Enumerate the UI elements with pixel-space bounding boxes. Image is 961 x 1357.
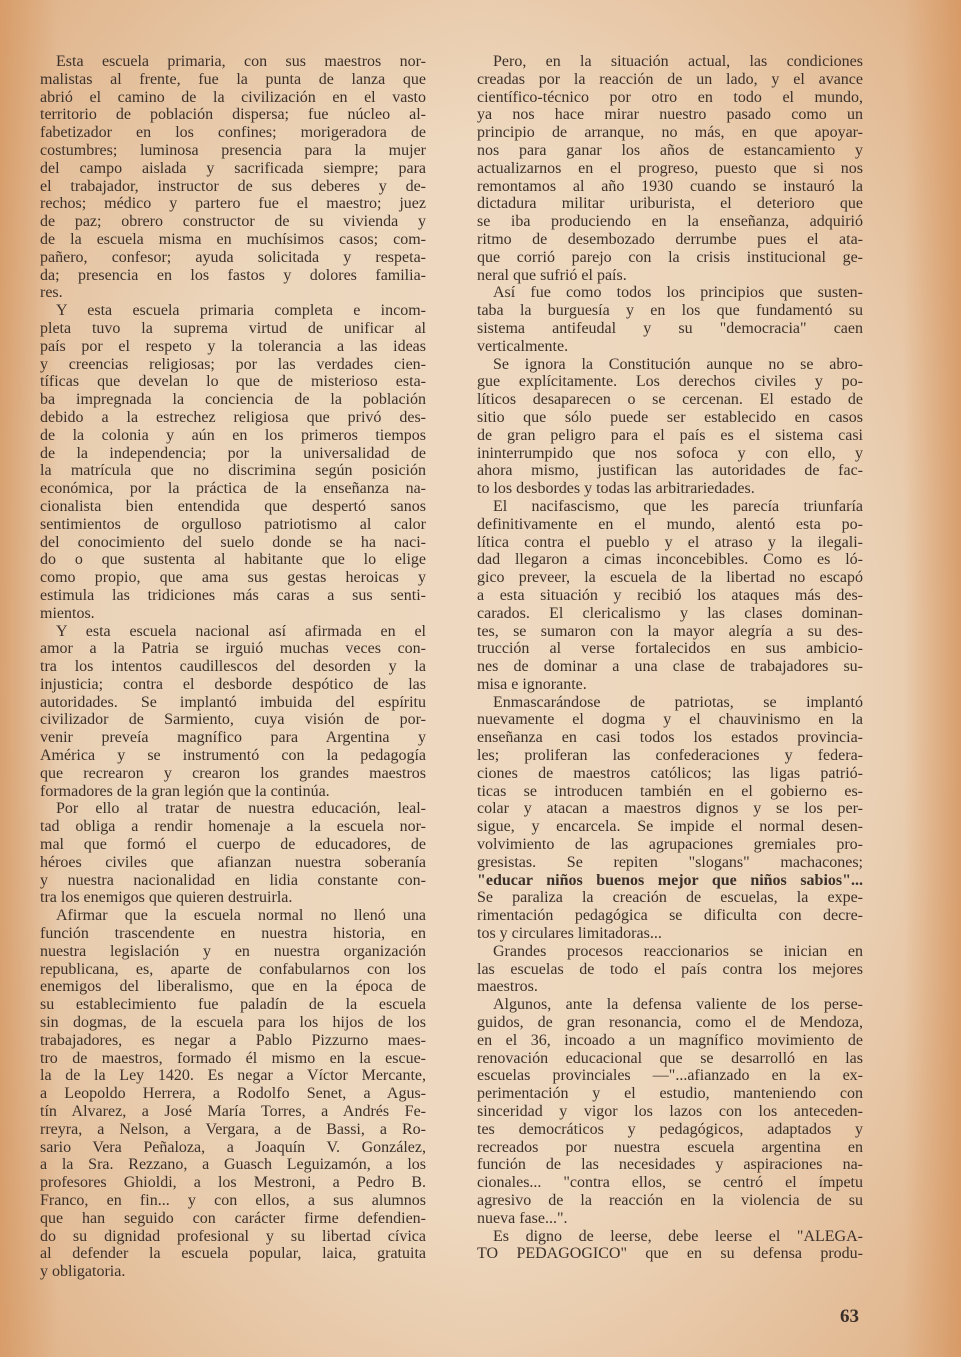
text-line: Se ignora la Constitución aunque no se abro- [493,355,863,373]
text-line: "educar niños buenos mejor que niños sabios"... [477,871,863,889]
text-line: líticos desaparecen o se cercenan. El estado de [477,391,863,409]
text-line: mientos. [40,604,95,622]
text-line: neral que sufrió el país. [477,266,627,284]
text-line: rechos; médico y partero fue el maestro; juez [40,195,426,213]
text-line: Pero, en la situación actual, las condiciones [493,53,863,70]
text-line: abrió el camino de la civilización en el vasto [40,88,426,106]
paragraph [477,53,863,284]
text-line: sin dogmas, de la escuela para los hijos de los [40,1014,426,1032]
text-line: héroes civiles que afianzan nuestra soberanía [40,853,426,871]
text-line: ticas se introducen también en el gobierno es- [477,782,863,800]
text-line: al defender la escuela popular, laica, gratuita [40,1245,426,1263]
text-line: cionales... "contra ellos, se centró el ímpetu [477,1174,863,1192]
text-line: la matrícula que no discrimina según posición [40,462,426,480]
text-line: malistas al frente, fue la punta de lanza que [40,70,426,88]
page-number: 63 [840,1306,859,1327]
text-line: Es digno de leerse, debe leerse el "ALEGA- [493,1227,863,1245]
text-line: rimentación pedagógica se dificulta con decre- [477,907,863,925]
text-line: da; presencia en los fastos y dolores familia- [40,266,426,284]
text-line: como propio, que ama sus gestas heroicas y [40,569,426,587]
text-line: nueva fase...". [477,1209,568,1227]
text-line: del conocimiento del suelo donde se ha naci- [40,533,426,551]
text-line: volvimiento de las agrupaciones gremiales pro- [477,836,863,854]
text-line: carados. El clericalismo y las clases dominan- [477,604,863,622]
text-line: y obligatoria. [40,1263,126,1281]
text-line: de paz; obrero constructor de su vivienda y [40,213,426,231]
text-line: tro de maestros, formado él mismo en la escue- [40,1049,426,1067]
text-line: ba impregnada la conciencia de la población [40,391,426,409]
paragraph [40,623,426,801]
text-line: ahora mismo, justifican las autoridades de fac- [477,462,863,480]
text-line: América y se instrumentó con la pedagogía [40,747,426,765]
text-line: do su dignidad profesional y su libertad cívica [40,1227,426,1245]
text-line: ciones de maestros católicos; las ligas patrió- [477,764,863,782]
text-line: ya nos hace mirar nuestro pasado como un [477,106,863,124]
text-line: rreyra, a Nelson, a Vergara, a de Bassi, a Ro- [40,1120,426,1138]
text-line: nes de dominar a una clase de trabajadores su- [477,658,863,676]
text-line: ininterrumpido que nos sofoca y con ello, y [477,444,863,462]
text-line: las escuelas de todo el país contra los mejores [477,960,863,978]
paragraph [477,694,863,943]
text-line: remontamos al año 1930 cuando se instauró la [477,177,863,195]
text-line: Franco, en fin... y con ellos, a sus alumnos [40,1192,426,1209]
text-line: del campo aislada y sacrificada siempre; para [40,159,426,177]
text-line: su establecimiento fue paladín de la escuela [40,996,426,1014]
text-line: autoridades. Se implantó imbuida del espíritu [40,693,426,711]
text-line: agresivo de la reacción en la violencia de su [477,1192,863,1209]
text-line: to los desbordes y todas las arbitrariedades. [477,480,755,498]
text-line: colar y atacan a maestros dignos y se los per- [477,800,863,818]
text-line: en el 36, incoado a un magnífico movimiento de [477,1031,863,1049]
text-line: estimula las tridiciones más caras a sus senti- [40,586,426,604]
text-line: Así fue como todos los principios que susten- [493,284,863,302]
text-line: la de la Ley 1420. Es negar a Víctor Mercante, [40,1067,426,1085]
text-line: El nacifascismo, que les parecía triunfaría [493,497,863,515]
text-line: pañero, confesor; ayuda solicitada y respeta- [40,248,426,266]
text-line: gue explícitamente. Los derechos civiles y po- [477,373,863,391]
text-line: tín Alvarez, a José María Torres, a Andrés Fe- [40,1103,426,1121]
text-line: verticalmente. [477,337,569,355]
text-line: civilizador de Sarmiento, cuya visión de por- [40,711,426,729]
text-line: nuevamente el dogma y el chauvinismo en la [477,711,863,729]
text-line: que corrió parejo con la crisis institucional ge- [477,248,863,266]
text-line: Esta escuela primaria, con sus maestros nor- [56,53,426,70]
text-line: Y esta escuela primaria completa e incom- [56,302,426,320]
text-line: sinceridad y vigor los lazos con los anteceden- [477,1103,863,1121]
text-line: sentimientos de orgulloso patriotismo al calor [40,515,426,533]
text-line: el trabajador, instructor de sus deberes y de- [40,177,426,195]
text-line: nuestra legislación y en nuestra organización [40,942,426,960]
paragraph [477,356,863,498]
text-line: injusticia; contra el desborde despótico de las [40,675,426,693]
text-line: tes democráticos y pedagógicos, adaptados y [477,1120,863,1138]
text-line: dictadura militar uriburista, el deterioro que [477,195,863,213]
text-line: Grandes procesos reaccionarios se inician en [493,942,863,960]
text-line: maestros. [477,978,538,996]
text-line: res. [40,284,63,302]
text-line: a la Sra. Rezzano, a Guasch Leguizamón, a los [40,1156,426,1174]
paragraph [40,53,426,302]
text-line: pleta tuvo la suprema virtud de unificar al [40,319,426,337]
paragraph [477,943,863,996]
text-line: a Leopoldo Herrera, a Rodolfo Senet, a Agus- [40,1085,426,1103]
paragraph [40,907,426,1281]
text-line: les; proliferan las confederaciones y federa- [477,747,863,765]
paragraph [477,996,863,1227]
text-line: función de las necesidades y aspiraciones na- [477,1156,863,1174]
text-line: enemigos del liberalismo, que en la época de [40,978,426,996]
text-line: que recrearon y crearon los grandes maestros [40,764,426,782]
text-line: enseñanza en casi todos los estados provincia- [477,729,863,747]
text-line: que han seguido con carácter firme defendien- [40,1209,426,1227]
text-line: de gran peligro para el país es el sistema casi [477,426,863,444]
text-line: tes, se sumaron con la mayor alegría a su des- [477,622,863,640]
text-line: económica, por la práctica de la enseñanza na- [40,480,426,498]
text-line: y creencias religiosas; por las verdades cien- [40,355,426,373]
text-line: dad llegaron a cimas inconcebibles. Como es ló- [477,551,863,569]
text-line: definitivamente en el mundo, alentó esta po- [477,515,863,533]
text-line: de la colonia y aún en los primeros tiempos [40,426,426,444]
text-line: ritmo de desembozado derrumbe pues el ata- [477,230,863,248]
text-line: tra los intentos caudillescos del desorden y la [40,658,426,676]
text-line: Se paraliza la creación de escuelas, la expe- [477,889,863,907]
left-column [40,53,426,1281]
text-line: y nuestra nacionalidad en lidia constante con- [40,871,426,889]
text-line: renovación educacional que se desarrolló en las [477,1049,863,1067]
text-line: función trascendente en nuestra historia, en [40,925,426,943]
text-line: debido a la estrechez religiosa que privó des- [40,408,426,426]
text-line: misa e ignorante. [477,675,587,693]
text-line: territorio de población dispersa; fue núcleo al- [40,106,426,124]
text-line: mal que formó el cuerpo de educadores, de [40,836,426,854]
text-line: trucción al verse fortalecidos en sus ambicio- [477,640,863,658]
paragraph [40,302,426,622]
text-line: perimentación y el estudio, manteniendo con [477,1085,863,1103]
text-line: gico preveer, la escuela de la libertad no escapó [477,569,863,587]
text-line: venir preveía magnífico para Argentina y [40,729,426,747]
text-line: tos y circulares limitadoras... [477,925,662,943]
text-line: Algunos, ante la defensa valiente de los perse- [493,996,863,1014]
text-line: Por ello al tratar de nuestra educación, leal- [56,800,426,818]
text-line: profesores Ghioldi, a los Mestroni, a Pedro B. [40,1174,426,1192]
text-line: fabetizador en los confines; morigeradora de [40,124,426,142]
text-line: guidos, de gran resonancia, como el de Mendoza, [477,1014,863,1032]
text-line: se iba produciendo en la enseñanza, adquirió [477,213,863,231]
text-line: nos para ganar los años de estancamiento y [477,141,863,159]
text-line: principio de arranque, no más, en que apoyar- [477,124,863,142]
text-line: tad obliga a rendir homenaje a la escuela nor- [40,818,426,836]
text-line: científico-técnico por otro en todo el mundo, [477,88,863,106]
text-line: taba la burguesía y en los que fundamentó su [477,302,863,320]
text-line: amor a la Patria se irguió muchas veces con- [40,640,426,658]
text-line: sigue, y encarcela. Se impide el normal desen- [477,818,863,836]
text-line: trabajadores, es negar a Pablo Pizzurno maes- [40,1031,426,1049]
text-line: cionalista bien entendida que despertó sanos [40,497,426,515]
text-line: recreados por nuestra escuela argentina en [477,1138,863,1156]
text-line: Y esta escuela nacional así afirmada en el [56,622,426,640]
text-line: sitio que sólo puede ser establecido en casos [477,408,863,426]
text-line: a esta situación y recibió los ataques más des- [477,586,863,604]
text-line: escuelas provinciales —"...afianzado en la ex- [477,1067,863,1085]
text-line: Enmascarándose de patriotas, se implantó [493,693,863,711]
text-line: tra los enemigos que quieren destruirla. [40,889,293,907]
text-line: sario Vera Peñaloza, a Joaquín V. González, [40,1138,426,1156]
text-line: tíficas que develan lo que de misterioso esta- [40,373,426,391]
text-line: do o que sustenta al habitante que lo elige [40,551,426,569]
text-line: sistema antifeudal y su "democracia" caen [477,319,863,337]
right-column [477,53,863,1263]
text-line: TO PEDAGOGICO" que en su defensa produ- [477,1245,863,1263]
text-line: republicana, es, aparte de confabularnos con los [40,960,426,978]
text-line: país por el respeto y la tolerancia a las ideas [40,337,426,355]
paragraph [477,284,863,355]
text-line: costumbres; luminosa presencia para la mujer [40,141,426,159]
text-line: creadas por la reacción de un lado, y el avance [477,70,863,88]
paragraph [477,1228,863,1264]
text-line: de la independencia; por la universalidad de [40,444,426,462]
text-line: de la escuela misma en muchísimos casos; com- [40,230,426,248]
text-line: lítica contra el pueblo y el atraso y la ilegali- [477,533,863,551]
paragraph [477,498,863,694]
text-line: actualizarnos en el progreso, puesto que si nos [477,159,863,177]
paragraph [40,800,426,907]
text-line: formadores de la gran legión que la continúa. [40,782,330,800]
text-line: Afirmar que la escuela normal no llenó una [56,907,426,925]
text-line: gresistas. Se repiten "slogans" machacones; [477,853,863,871]
